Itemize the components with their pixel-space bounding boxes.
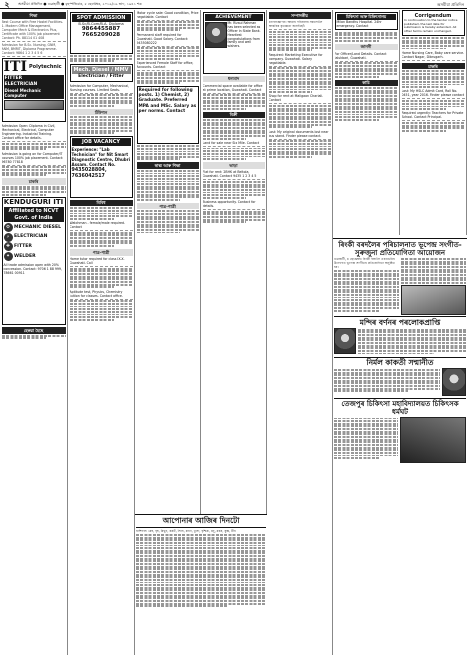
classified-ad: Experienced Female Staff for office, Accounts. Contact (137, 60, 199, 71)
spot-admission-ad (70, 12, 133, 54)
bolt-icon: ⚡ (4, 233, 13, 242)
section-rent: ভাড়া (203, 162, 265, 169)
corrigendum-title: Corrigendum (414, 12, 452, 19)
event-body: গুৱাহাটী, ৪ ছেপ্তেম্বৰ: ৰিংকী বৰদলৈ একাডেমিৰ উদ্যোগত ভূপেন্দ্ৰ সংগীতৰ প্ৰতিযোগিতা অনুষ্ঠিত হয়। (334, 257, 395, 270)
protest-photo (400, 417, 466, 463)
section-editorial: সম্পাদকীয় (269, 12, 331, 19)
iti-logo (4, 60, 64, 74)
job-text: Experience: "Lab Technician" for Nit Smart Diagnostic Centre, Dhubri Assam. Contact No. (71, 146, 131, 167)
section-tuition: টিউশ্যন (70, 109, 133, 116)
horoscope-signs: ৰাশিফল: মেষ, বৃষ, মিথুন, কৰ্কট, সিংহ, কন্যা, তুলা, বৃশ্চিক, ধনু, মকৰ, কুম্ভ, মীন (136, 529, 236, 534)
mech-diesel-ad (70, 64, 133, 82)
iti-photo (4, 100, 64, 110)
section-education: শিক্ষা (2, 12, 66, 19)
classified-ad: Business opportunity. Contact for details. (203, 199, 265, 210)
spot-phone-2: 7665209028 (81, 32, 121, 39)
section-job: চাকৰি (402, 63, 465, 70)
section-sale: বিক্ৰী (203, 112, 265, 119)
honour-photo (442, 368, 466, 396)
horoscope-block (135, 514, 267, 655)
job-vacancy-ad (70, 136, 133, 198)
section-kashi: কাচি (335, 80, 398, 87)
classified-ad: Lost: My HSLC Admit Card, Roll No. 0451, year 2016. Finder please contact (401, 89, 465, 98)
column-2 (68, 10, 135, 655)
kenduguri-sub: Affiliated to NCVT Govt. of India (4, 207, 64, 222)
flame-icon: ✦ (4, 252, 13, 261)
classified-ad: Admission for B.Sc. Nursing, GNM, ANM, BMRIT, Diploma Programme. Contact: 9864 1 2 3 4 5 6 (2, 42, 66, 57)
classified-ad: Lost: My original documents lost near bus stand. Finder please contact. (268, 129, 329, 138)
achievement-text: Mr. Rizaul Rahman has been selected as Officer in State Bank. Heartiest congratulations from family and well wishers. (227, 21, 261, 49)
corrigendum-text: In continuation to the tender notice published, the last date for submission is hereby extended. All other terms remain unchanged. (404, 17, 458, 33)
college-headline: তেজপুৰ চিকিৎসা মহাবিদ্যালয়ত চিকিৎসক ধৰ্মঘট (341, 399, 459, 417)
classified-ad: Permanent staff required for Guwahati. Good Salary. Contact: 9435080222 (137, 32, 199, 47)
trade-fitter: FITTER (4, 76, 23, 82)
classified-ad: Admission for Computer, Mechanical, Nursing courses. Limited Seats. (70, 83, 133, 94)
classified-ad: Required urgently: Teachers for Private School. Contact Principal. (401, 111, 464, 120)
classified-ad: Aptitude test, Physics, Chemistry tuition for classes. Contact office. (70, 289, 133, 300)
section-lost: হেৰুৱা হৈছে (2, 327, 66, 334)
classified-ad: Home tutor required for class IX-X. Guwahati. Call (70, 257, 133, 268)
hospital-ad (335, 12, 398, 31)
horoscope-headline: আপোনাৰ আজিৰ দিনটো (162, 516, 240, 525)
page-number: ২ (4, 0, 10, 9)
iti-logo-text: ITI (3, 59, 28, 76)
trade-mechanic-diesel: ⚙ MECHANIC DIESEL (4, 223, 64, 232)
iti-trades (4, 75, 64, 98)
section-thanks: ধন্যবাদ (203, 76, 265, 83)
spot-sub: B.Sc/B.Com/B.A. Diploma (78, 21, 124, 26)
mandir-headline: মন্দিৰ বৰ্ণনৰ পৰলোকপ্ৰাপ্তি (359, 317, 441, 327)
honour-headline: নিৰ্মল কাকতী সন্মানীত (366, 358, 434, 368)
section-paripatri: পাত্ৰ-পাত্ৰী (70, 249, 133, 256)
classified-ad: Motor cycle sale: Good condition, Price negotiable. Contact (136, 10, 199, 19)
dateline: অসমীয়া প্ৰতিদিন ● গুৱাহাটী ● বৃহস্পতিবাৰ, ৫ ছেপ্তেম্বৰ, ২০১৯/১৯ ভাদ, ১৯৪১ শক (18, 1, 142, 6)
iti-polytechnic-ad (2, 58, 66, 122)
kenduguri-name: KENDUGURI ITI (3, 198, 64, 207)
classified-ad: For Officer/Land Details. Contact Jalukbari, Guwahati. (335, 51, 398, 62)
section-jobs: চাকৰি (2, 178, 66, 185)
classified-ad: Commercial space available for office at prime location, Guwahati. Contact (203, 83, 265, 94)
iti-name: Polytechnic (29, 64, 62, 71)
column-6 (333, 10, 400, 235)
achievement-title: ACHIEVEMENT (205, 14, 263, 22)
required-text: Required for following posts. 1) Chemist, 2) Graduate. Preferred MPA and MSc. Salary as per norms. Contact (138, 87, 197, 115)
trade-computer: Computer (4, 92, 27, 98)
kenduguri-iti-ad (2, 197, 66, 325)
wrench-icon: ⚙ (4, 223, 13, 232)
hospital-text: Milan Bandhu Hospital. 24hr emergency. Contact (336, 20, 382, 29)
column-5 (267, 10, 333, 655)
section-notice: জাননী (335, 44, 398, 51)
classified-ad: Shop for rent at Maligaon Chariali. Contact (269, 94, 331, 105)
achievement-photo (205, 22, 227, 48)
classified-ad: Required: Marketing Executive for company. Guwahati. Salary negotiable. (269, 52, 331, 67)
trade-electrician: ⚡ ELECTRICIAN (4, 233, 64, 242)
paper-name: অসমীয়া প্ৰতিদিন (436, 1, 464, 7)
mech-sub: Electrician / Fitter (78, 73, 124, 79)
classified-ad: Flat for rent: 2BHK at Beltola, Guwahati. Contact 9435 1 2 3 4 5 (203, 170, 265, 181)
event-photo (401, 285, 466, 315)
spot-phone-1: 9864455887 (81, 26, 121, 33)
required-posts-ad (137, 86, 199, 144)
job-vacancy-title: JOB VACANCY (72, 138, 131, 146)
mandir-photo (334, 328, 356, 354)
hospital-title: চিকিৎসা আৰু চিকিৎসালয় (337, 14, 396, 21)
trade-fitter: ✚ FITTER (4, 242, 64, 251)
news-block (333, 238, 467, 657)
classified-ad: Home Nursing Care, Baby care service. Contact Nagar, Dibrugarh. (401, 50, 465, 59)
corrigendum-box (402, 10, 465, 36)
mech-title: Mech. Diesel / MMV (73, 66, 129, 73)
trade-welder: ✦ WELDER (4, 252, 64, 261)
classified-ad: Watchman - female/male required. Contact (70, 220, 133, 231)
classified-ad: Admission Open: Diploma in Civil, Mechanical, Electrical, Computer Engineering. Industrial Training. Contact office for details. (2, 124, 66, 143)
section-health: স্বাস্থ্য আৰু শিক্ষা (137, 162, 199, 169)
section-misc: বিবিধ (70, 200, 133, 207)
column-7 (400, 10, 467, 235)
classified-ad: Land for sale near Six Mile. Contact (203, 140, 265, 147)
classified-ad: ধন্যবাদজ্ঞাপন: আমাৰ পৰিয়ালৰ সকলোলৈ আন্তৰিক কৃতজ্ঞতা জনাইছোঁ। (269, 20, 331, 31)
achievement-ad (203, 12, 265, 74)
masthead (0, 0, 467, 9)
event-headline: ৰিংকী বৰদলৈৰ পৰিচালনাত ভূপেন্দ্ৰ সংগীত-সুৰুজুনা প্ৰতিযোগিতা আয়োজন (338, 240, 462, 257)
trade-diesel: Diesel Mechanic (4, 87, 41, 93)
trade-electrician: ELECTRICIAN (4, 81, 38, 87)
section-paatri: পাত্ৰ-পাত্ৰী (137, 203, 199, 210)
column-1 (0, 10, 68, 655)
job-phones: 9435028804, 7636042517 (71, 167, 107, 179)
tool-icon: ✚ (4, 242, 13, 251)
spot-title: SPOT ADMISSION (72, 14, 131, 22)
classified-ad: Best Course with Free Hostel Facilities- 1. Modern Office Management, Computer Mech & Electronics Plus, Certificate with 100% job placement Contact: Ph. 88114 01 408 (2, 20, 66, 43)
classified-ad: Admission is going on for Computer/IT courses 100% job placement. Contact: 96780 77818 (2, 151, 66, 166)
kenduguri-contact: All trade admission open with 20% concession. Contact: 9706 1 88 999, 78661 00911 (3, 263, 62, 276)
